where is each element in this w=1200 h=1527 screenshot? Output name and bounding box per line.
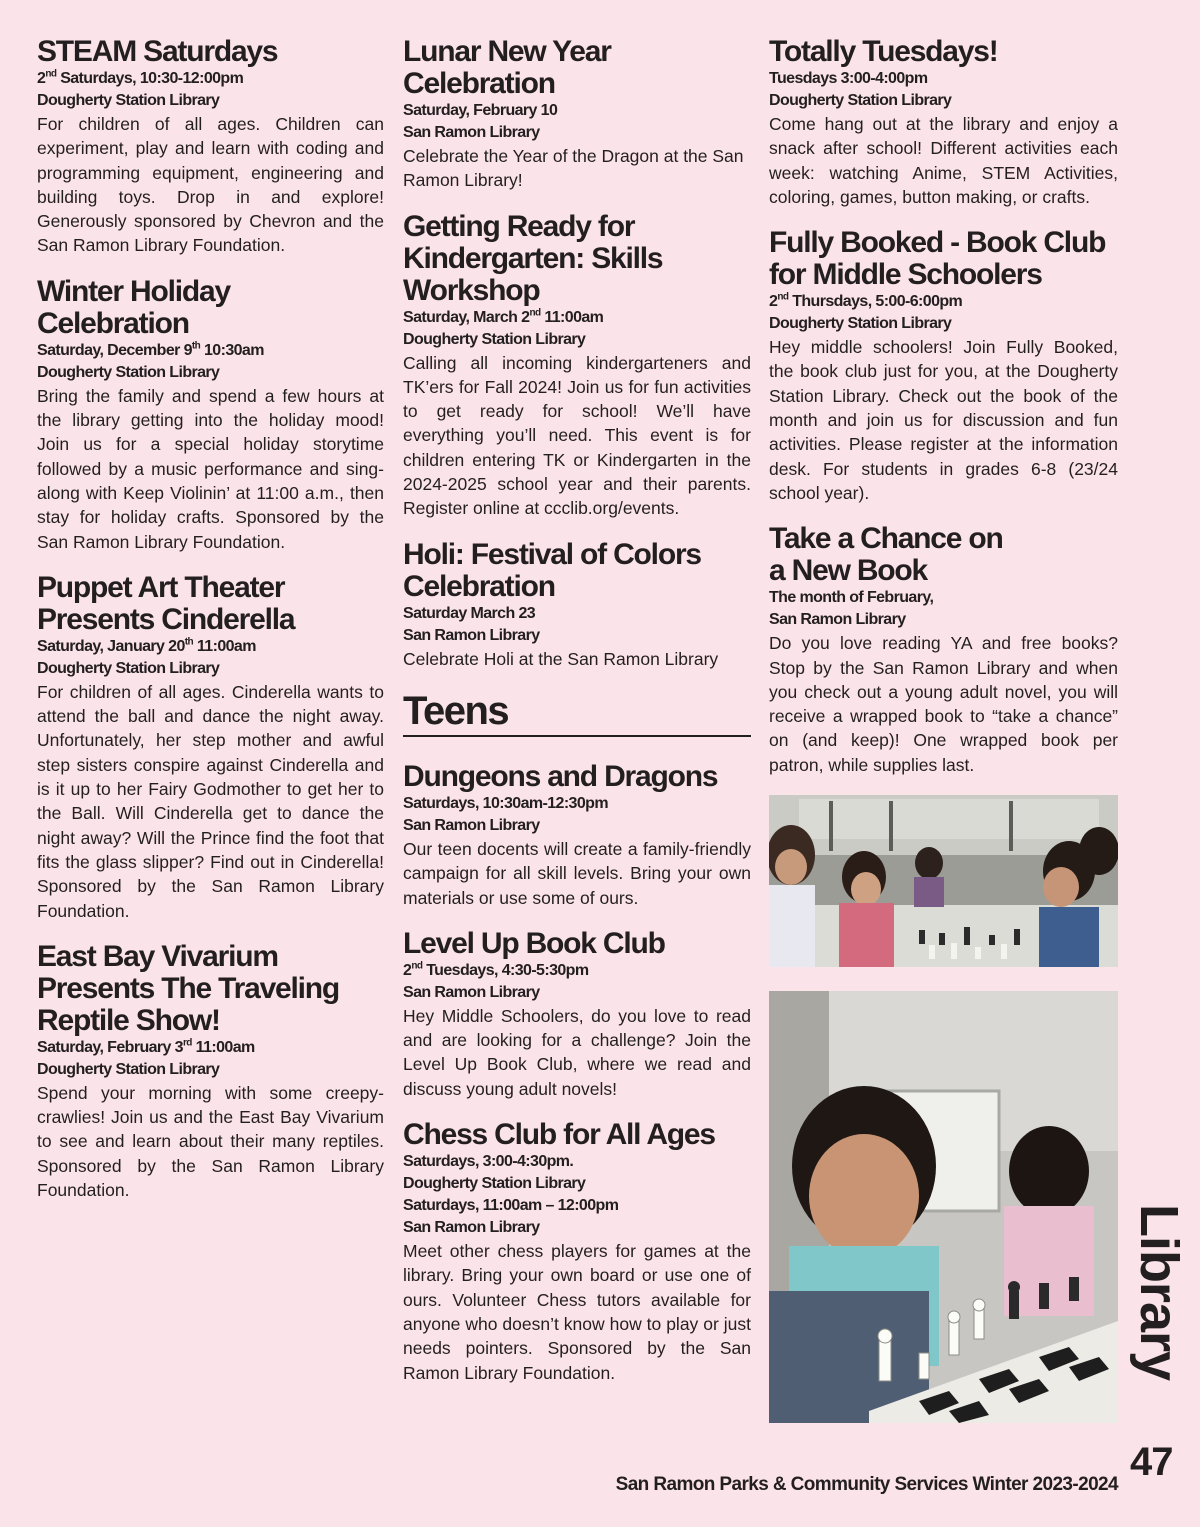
event-description: Do you love reading YA and free books? Stop by the San Ramon Library and when you check out a young adult novel, you will receive a wrapped book to “take a chance” on (and keep)! One wrapped book per patron, while supplies last. — [769, 633, 1118, 775]
event-title: Dungeons and Dragons — [403, 759, 718, 793]
event-location: San Ramon Library — [769, 611, 906, 629]
event-date: Saturdays, 10:30am-12:30pm — [403, 794, 608, 812]
event-date: Tuesdays 3:00-4:00pm — [769, 70, 928, 87]
event-description: For children of all ages. Cinderella wants to attend the ball and dance the night away. Unfortunately, her step mother and awful step sisters conspire against Cinderella and is it up to her Fairy Godmother to get her to the Ball. Will Cinderella get to dance the night away? Will the Prince find the foot that fits the glass slipper? Find out in Cinderella! Sponsored by the San Ramon Library Foundation. — [37, 681, 384, 921]
event-location: Dougherty Station Library — [403, 1175, 586, 1193]
event-description: Celebrate the Year of the Dragon at the San Ramon Library! — [403, 146, 744, 191]
event-chess-club-for-all-ages — [403, 1119, 751, 1385]
page-number: 47 — [1130, 1440, 1173, 1484]
event-date: 2nd Saturdays, 10:30-12:00pm — [37, 68, 244, 87]
event-title: Totally Tuesdays! — [769, 35, 998, 68]
event-description: Bring the family and spend a few hours at the library getting into the holiday mood! Join us for a special holiday storytime followed by a music performance and sing-along with Keep Violinin’ at 11:00 a.m., then stay for holiday crafts. Sponsored by the San Ramon Library Foundation. — [37, 385, 384, 552]
event-title: Puppet Art Theater Presents Cinderella — [37, 570, 295, 636]
event-title: Winter Holiday Celebration — [37, 274, 230, 340]
event-description: Calling all incoming kindergarteners and TK’ers for Fall 2024! Join us for fun activities to get ready for school! We’ll have everything you’ll need. This event is for children entering TK or Kindergarten in the 2024-2025 school year and their parents. Register online at ccclib.org/events. — [403, 352, 751, 519]
event-location: Dougherty Station Library — [769, 315, 952, 333]
event-getting-ready-for-kindergarten-skills-workshop — [403, 211, 751, 521]
event-description: Meet other chess players for games at the library. Bring your own board or use one of ours. Volunteer Chess tutors available for anyone who doesn’t know how to play or just needs pointers. Sponsored by the San Ramon Library Foundation. — [403, 1241, 751, 1383]
event-date: Saturday March 23 — [403, 604, 536, 622]
event-title: Level Up Book Club — [403, 926, 665, 960]
event-title: Fully Booked - Book Club for Middle Schoolers — [769, 226, 1106, 292]
event-location: Dougherty Station Library — [37, 363, 220, 381]
event-location: Dougherty Station Library — [37, 1060, 220, 1078]
footer: San Ramon Parks & Community Services Winter 2023-2024 — [615, 1474, 1118, 1495]
event-title: Getting Ready for Kindergarten: Skills Workshop — [403, 209, 663, 307]
event-title: East Bay Vivarium Presents The Traveling Reptile Show! — [37, 939, 340, 1037]
event-date: Saturday, December 9th 10:30am — [37, 340, 264, 359]
event-description: Hey Middle Schoolers, do you love to read and are looking for a challenge? Join the Level Up Book Club, where we read and discuss young adult novels! — [403, 1005, 751, 1099]
event-totally-tuesdays — [769, 36, 1118, 209]
side-label-text: Library — [1129, 1203, 1189, 1381]
event-winter-holiday-celebration — [37, 276, 384, 554]
event-description: Celebrate Holi at the San Ramon Library — [403, 648, 719, 669]
event-title: Chess Club for All Ages — [403, 1118, 715, 1152]
event-date: 2nd Thursdays, 5:00-6:00pm — [769, 291, 963, 311]
event-description: Come hang out at the library and enjoy a snack after school! Different activities each week: watching Anime, STEM Activities, coloring, games, button making, or crafts. — [769, 114, 1118, 207]
event-location: San Ramon Library — [403, 1219, 540, 1237]
event-description: Spend your morning with some creepy-crawlies! Join us and the East Bay Vivarium to see and learn about their many reptiles. Sponsored by the San Ramon Library Foundation. — [37, 1082, 384, 1201]
event-date: Saturday, February 10 — [403, 102, 558, 119]
event-description: For children of all ages. Children can experiment, play and learn with coding and programming equipment, engineering and building toys. Drop in and explore! Generously sponsored by Chevron and the San Ramon Library Foundation. — [37, 114, 384, 256]
section-side-label — [1118, 1203, 1200, 1381]
event-fully-booked-book-club-for-middle-schoolers — [769, 227, 1118, 505]
event-location: San Ramon Library — [403, 124, 540, 141]
section-heading-teens: Teens — [403, 689, 751, 737]
event-title: Holi: Festival of Colors Celebration — [403, 537, 701, 603]
chess-photo-group — [769, 795, 1118, 967]
event-date: Saturday, March 2nd 11:00am — [403, 307, 604, 326]
event-dungeons-and-dragons — [403, 761, 751, 910]
event-title: STEAM Saturdays — [37, 35, 278, 68]
event-title: Lunar New Year Celebration — [403, 35, 611, 100]
event-take-a-chance-on-a-new-book — [769, 523, 1118, 777]
event-location: Dougherty Station Library — [769, 92, 952, 109]
event-lunar-new-year-celebration — [403, 36, 751, 193]
column-left — [37, 36, 384, 1220]
column-right — [769, 36, 1118, 1423]
event-east-bay-vivarium-presents-the-traveling-reptile-show — [37, 941, 384, 1202]
event-date: Saturday, February 3rd 11:00am — [37, 1037, 255, 1056]
event-date: The month of February, — [769, 589, 934, 607]
event-location: Dougherty Station Library — [37, 92, 220, 109]
event-title: Take a Chance on a New Book — [769, 522, 1003, 588]
event-location: Dougherty Station Library — [403, 330, 586, 348]
column-middle — [403, 36, 751, 1403]
event-date: Saturday, January 20th 11:00am — [37, 636, 256, 655]
event-location: San Ramon Library — [403, 816, 540, 834]
event-date: 2nd Tuesdays, 4:30-5:30pm — [403, 960, 589, 979]
event-location: Dougherty Station Library — [37, 659, 220, 677]
event-description: Hey middle schoolers! Join Fully Booked, the book club just for you, at the Dougherty Station Library. Check out the book of the month and join us for discussion and fun activities. Please register at the information desk. For students in grades 6-8 (23/24 school year). — [769, 337, 1118, 503]
event-holi-festival-of-colors-celebration — [403, 539, 751, 671]
event-date: Saturdays, 11:00am – 12:00pm — [403, 1197, 619, 1215]
event-level-up-book-club — [403, 928, 751, 1101]
event-location: San Ramon Library — [403, 983, 540, 1001]
event-steam-saturdays — [37, 36, 384, 258]
chess-photo-boy — [769, 991, 1118, 1423]
event-description: Our teen docents will create a family-friendly campaign for all skill levels. Bring your own materials or use some of ours. — [403, 838, 751, 908]
event-puppet-art-theater-presents-cinderella — [37, 572, 384, 923]
event-location: San Ramon Library — [403, 626, 540, 644]
event-date: Saturdays, 3:00-4:30pm. — [403, 1153, 574, 1171]
